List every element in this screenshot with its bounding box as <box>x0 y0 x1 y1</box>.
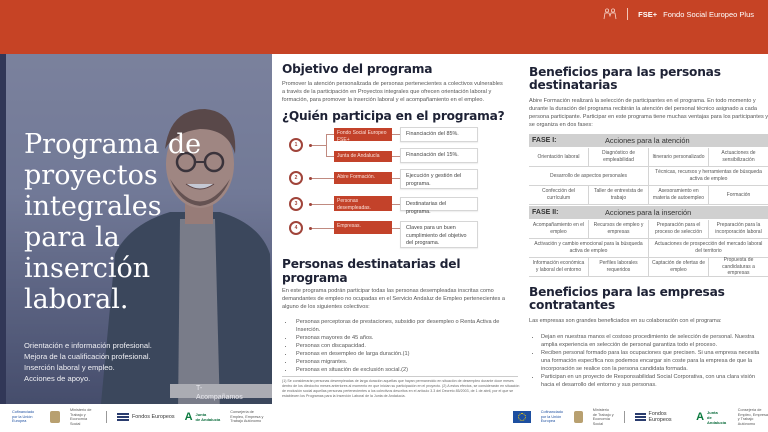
personas-item: • Personas migrantes. <box>294 358 507 366</box>
fondos-europeos-logo <box>117 413 175 422</box>
phase-cell: Confección del currículum <box>529 186 589 205</box>
connector-line <box>326 134 334 135</box>
caption-line: Acompañamos <box>196 394 243 401</box>
ministry-text: Ministerio de Trabajo y Economía Social <box>592 408 614 426</box>
column-program <box>282 62 507 374</box>
personas-item: • Personas con discapacidad. <box>294 342 507 350</box>
phase-cell: Perfiles laborales requeridos <box>589 258 649 277</box>
quien-heading: ¿Quién participa en el programa? <box>282 109 505 123</box>
role-fse: Fondo Social Europeo FSE+ <box>334 128 392 141</box>
personas-item: • Personas mayores de 45 años. <box>294 334 507 342</box>
junta-line: de Andalucía <box>195 417 221 422</box>
empresas-list <box>541 333 763 389</box>
junta-line: Junta <box>707 409 718 415</box>
personas-item: • Personas en desempleo de larga duración.(1) <box>294 350 507 358</box>
brand-bold: FSE+ <box>638 9 658 19</box>
eu-cofinanced-text: Cofinanciado por la Unión Europea <box>540 410 563 424</box>
phase-cell: Recursos de empleo y empresas <box>589 220 649 239</box>
fondos-europeos-icon <box>117 413 129 422</box>
hero-list-item: Inserción laboral y empleo. <box>24 363 115 372</box>
hero-list-item: Mejora de la cualificación profesional. <box>24 352 151 361</box>
hero-panel <box>0 54 272 404</box>
phase-cell: Itinerario personalizado <box>649 148 709 167</box>
phase-cell: Acompañamiento en el empleo <box>529 220 589 239</box>
personas-item: • Personas en situación de exclusión social.(2) <box>294 366 507 374</box>
connector-line <box>312 178 334 179</box>
hero-title-line: para la <box>24 222 120 253</box>
step-circle-4: 4 <box>289 221 303 235</box>
fse-brand <box>603 8 754 20</box>
phase-cell: Actuaciones de prospección del mercado laboral del territorio <box>649 239 768 258</box>
phase-1-header <box>529 134 768 147</box>
phase-cell: Desarrollo de aspectos personales <box>529 167 649 186</box>
phase-cell: Captación de ofertas de empleo <box>649 258 709 277</box>
phase-cell: Orientación laboral <box>529 148 589 167</box>
phase-cell: Taller de entrevista de trabajo <box>589 186 649 205</box>
footer-logos-left <box>12 407 266 427</box>
phase-cell: Preparación para el proceso de selección <box>649 220 709 239</box>
hero-list <box>24 340 152 384</box>
footnote: (1) Se considerarán personas desempleadas de larga duración aquellas que hayan permanecido en situación de desempleo durante doce meses dentro de los dieciocho meses anteriores al momento en que inician su participación en el proyecto. (2) A estos efectos, se considerarán en situación de exclusión social aquellas personas pertenecientes a los colectivos descritos en el artículo 3.3 del Decreto 85/2003, de 1 de abril, por el que se establecen los Programas para la Inserción Laboral de la Junta de Andalucía. <box>282 379 520 398</box>
personas-heading: Personas destinatarias del programa <box>282 257 461 285</box>
connector-line <box>312 204 334 205</box>
phase-cell: Diagnóstico de empleabilidad <box>589 148 649 167</box>
step-circle-1: 1 <box>289 138 303 152</box>
junta-a-icon: A <box>184 411 193 423</box>
phase-cell: Técnicas, recursos y herramientas de búsqueda activa de empleo <box>649 167 768 186</box>
junta-text <box>707 410 728 425</box>
empresas-item: • Reciben personal formado para las ocupaciones que precisen. Si una empresa necesita una formación específica nos podemos encargar sin coste para la empresa de que la incorporación se realice con la persona candidata formada. <box>541 349 763 373</box>
beneficios-personas-heading: Beneficios para las personas destinatarias <box>529 65 721 92</box>
footnote-divider <box>282 376 518 377</box>
phase-cell: Actuaciones de sensibilización <box>709 148 768 167</box>
hero-title-line: inserción <box>24 253 151 284</box>
spain-coat-of-arms-icon <box>50 411 60 423</box>
phase-1-table <box>529 134 768 205</box>
desc-fse: Financiación del 85%. <box>400 127 478 142</box>
hero-caption <box>196 384 243 402</box>
phase-cell: Información económica y laboral del entorno <box>529 258 589 277</box>
role-personas: Personas desempleadas. <box>334 196 392 211</box>
footer-logos-right <box>513 407 768 427</box>
objetivo-text: Promover la atención personalizada de personas pertenecientes a colectivos vulnerables a través de la participación en Proyectos integrales que ofrecen orientación laboral y formación, para promover la inserción laboral y el acompañamiento en el empleo. <box>282 81 503 103</box>
column-benefits <box>529 66 768 389</box>
people-logo-icon <box>603 8 617 20</box>
junta-andalucia-logo <box>696 410 728 425</box>
phase-2-grid <box>529 219 768 277</box>
personas-item: • Personas perceptoras de prestaciones, subsidio por desempleo o Renta Activa de Inserción. <box>294 318 507 334</box>
eu-cofinanced-text: Cofinanciado por la Unión Europea <box>12 410 35 424</box>
fondos-text: Fondos Europeos <box>132 414 175 420</box>
logo-separator <box>106 411 107 423</box>
step-circle-2: 2 <box>289 171 303 185</box>
ministry-text: Ministerio de Trabajo y Economía Social <box>70 408 92 426</box>
role-junta: Junta de Andalucía <box>334 151 392 162</box>
phase-title: Acciones para la atención <box>605 136 690 145</box>
connector-line <box>312 145 326 146</box>
logo-separator <box>624 411 625 423</box>
junta-line: Junta <box>195 412 207 417</box>
hero-title-line: laboral. <box>24 284 129 315</box>
eu-flag-icon <box>513 411 531 423</box>
personas-intro: En este programa podrán participar todas las personas desempleadas inscritas como demandantes de empleo no ocupadas en el Servicio Andaluz de Empleo pertenecientes a alguno de los siguientes colectivos: <box>282 288 505 310</box>
brand-text: Fondo Social Europeo Plus <box>663 9 754 19</box>
desc-empresas: Claves para un buen cumplimiento del objetivo del programa. <box>400 221 478 248</box>
desc-junta: Financiación del 15%. <box>400 148 478 163</box>
phase-title: Acciones para la inserción <box>605 208 692 217</box>
personas-list <box>294 318 507 374</box>
hero-title-line: proyectos <box>24 160 158 191</box>
empresas-item: • Dejan en nuestras manos el costoso procedimiento de selección de personal. Nuestra amplia experiencia en selección de personal garantiza todo el proceso. <box>541 333 763 349</box>
top-banner <box>0 0 768 54</box>
step-circle-3: 3 <box>289 197 303 211</box>
empresas-item: • Participan en un proyecto de Responsabilidad Social Corporativa, con una clara visión hacia el desarrollo del entorno y sus personas. <box>541 373 763 389</box>
brand-separator <box>627 8 628 20</box>
phase-cell: Activación y cambio emocional para la búsqueda activa de empleo <box>529 239 649 258</box>
beneficios-empresas-intro: Las empresas son grandes beneficiados en su colaboración con el programa: <box>529 318 722 324</box>
fondos-europeos-logo <box>635 411 686 423</box>
connector-line <box>392 178 400 179</box>
hero-list-item: Orientación e información profesional. <box>24 341 152 350</box>
participants-diagram <box>282 126 507 248</box>
fondos-text: Fondos Europeos <box>648 411 672 423</box>
fondos-europeos-icon <box>635 413 646 422</box>
connector-line <box>392 228 400 229</box>
beneficios-empresas-heading: Beneficios para las empresas contratantes <box>529 285 725 312</box>
role-abire: Abire Formación. <box>334 172 392 184</box>
connector-line <box>326 134 327 156</box>
phase-1-grid <box>529 147 768 205</box>
connector-line <box>392 134 400 135</box>
consejeria-text: Consejería de Empleo, Empresa y Trabajo Autónomo <box>230 410 264 424</box>
junta-line: de Andalucía <box>707 414 727 425</box>
connector-line <box>312 228 334 229</box>
phase-2-header <box>529 206 768 219</box>
hero-title-line: Programa de <box>24 129 202 160</box>
consejeria-text: Consejería de Empleo, Empresa y Trabajo Autónomo <box>737 408 768 426</box>
role-empresas: Empresas. <box>334 221 392 234</box>
phase-tag: FASE I: <box>532 137 557 144</box>
phase-cell: Propuesta de candidaturas a empresas <box>709 258 768 277</box>
spain-coat-of-arms-icon <box>574 411 583 423</box>
phase-2-table <box>529 206 768 277</box>
hero-title <box>24 129 264 315</box>
junta-a-icon: A <box>696 411 705 423</box>
connector-line <box>326 156 334 157</box>
phase-cell: Formación <box>709 186 768 205</box>
junta-text <box>196 412 221 422</box>
phase-cell: Asesoramiento en materia de autoempleo <box>649 186 709 205</box>
connector-line <box>392 156 400 157</box>
objetivo-heading: Objetivo del programa <box>282 62 433 76</box>
connector-line <box>392 204 400 205</box>
hero-title-line: integrales <box>24 191 162 222</box>
phase-cell: Preparación para la incorporación laboral <box>709 220 768 239</box>
phase-tag: FASE II: <box>532 209 559 216</box>
beneficios-personas-text: Abire Formación realizará la selección de participantes en el programa. En todo momento y durante la duración del programa recibirán la atención del personal técnico asignado a cada persona participante. Participar en este programa tiene muchas ventajas para los participantes y se organiza en dos fases: <box>529 98 768 128</box>
desc-personas: Destinatarias del programa. <box>400 197 478 211</box>
desc-abire: Ejecución y gestión del programa. <box>400 169 478 189</box>
hero-list-item: Acciones de apoyo. <box>24 374 91 383</box>
caption-line: T- <box>196 385 203 392</box>
junta-andalucia-logo <box>185 411 221 423</box>
